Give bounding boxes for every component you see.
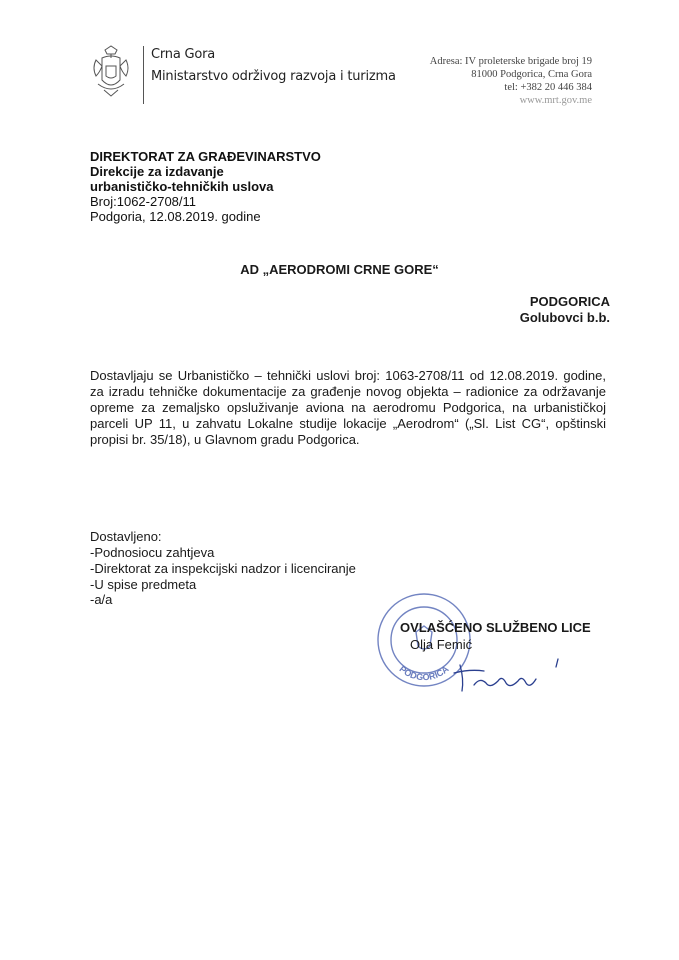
recipient-city: PODGORICA — [529, 294, 610, 309]
distribution-item: -Podnosiocu zahtjeva — [90, 545, 215, 560]
distribution-item: -Direktorat za inspekcijski nadzor i licenciranje — [90, 561, 356, 576]
letterhead-divider — [143, 46, 144, 104]
ministry-name: Ministarstvo održivog razvoja i turizma — [151, 69, 396, 84]
letter-body: Dostavljaju se Urbanističko – tehnički uslovi broj: 1063-2708/11 od 12.08.2019. godine, za izradu tehničke dokumentacije za građenje novog objekta – radionice za održavanje opreme za zemaljsko opsluživanje aviona na aerodromu Podgorica, na urbanističkoj parceli UP 11, u zahvatu Lokalne studije lokacije „Aerodrom“ („Sl. List CG“, opštinski propisi br. 35/18), u Glavnom gradu Podgorica. — [90, 368, 606, 447]
coat-of-arms-icon — [88, 44, 134, 98]
address-line: 81000 Podgorica, Crna Gora — [471, 69, 592, 80]
signatory-name: Olja Femić — [410, 637, 473, 652]
directorate-name: DIREKTORAT ZA GRAĐEVINARSTVO — [90, 149, 321, 164]
country-name: Crna Gora — [151, 47, 216, 62]
address-phone: tel: +382 20 446 384 — [504, 82, 592, 93]
address-website: www.mrt.gov.me — [519, 95, 592, 106]
stamp-city-text: PODGORICA — [397, 663, 451, 683]
document-date: Podgoria, 12.08.2019. godine — [90, 209, 261, 224]
reference-number: Broj:1062-2708/11 — [90, 194, 197, 209]
department-line: urbanističko-tehničkih uslova — [90, 179, 274, 194]
recipient-name: AD „AERODROMI CRNE GORE“ — [240, 262, 439, 277]
department-line: Direkcije za izdavanje — [90, 164, 224, 179]
handwritten-signature — [440, 655, 580, 697]
address-line: Adresa: IV proleterske brigade broj 19 — [429, 56, 592, 67]
recipient-street: Golubovci b.b. — [519, 310, 610, 325]
distribution-item: -U spise predmeta — [90, 577, 197, 592]
distribution-item: -a/a — [90, 592, 113, 607]
distribution-label: Dostavljeno: — [90, 529, 162, 544]
signatory-title: OVLAŠĆENO SLUŽBENO LICE — [400, 620, 591, 635]
